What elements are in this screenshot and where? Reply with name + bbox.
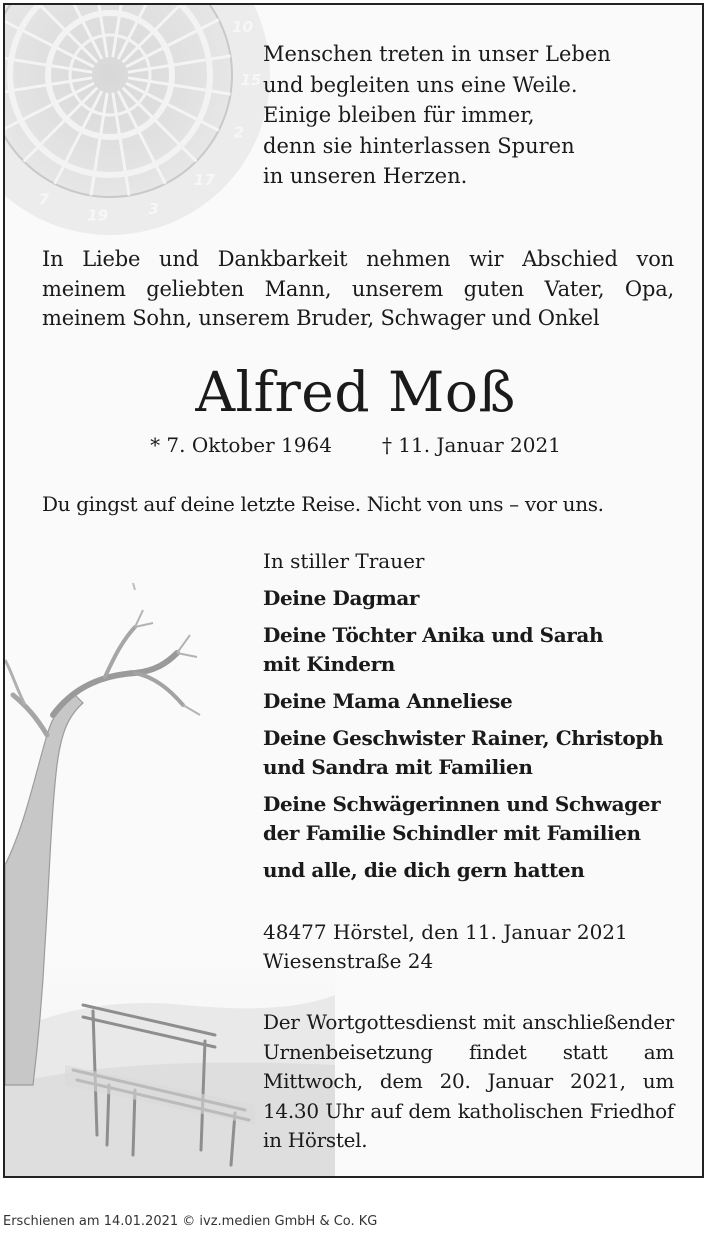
mourner-line: Deine Geschwister Rainer, Christoph: [263, 726, 664, 750]
funeral-service-info: Der Wortgottesdienst mit anschließender Urnenbeisetzung findet statt am Mittwoch, dem 20. Januar 2021, um 14.30 Uhr auf dem katholischen Friedhof in Hörstel.: [263, 1010, 674, 1152]
place-and-address: [263, 918, 628, 976]
birth-date: * 7. Oktober 1964: [150, 433, 332, 457]
motto-text: Du gingst auf deine letzte Reise. Nicht von uns – vor uns.: [42, 492, 604, 516]
mourner-line: mit Kindern: [263, 652, 395, 676]
mourner-line: und Sandra mit Familien: [263, 755, 533, 779]
mourner-group: [263, 856, 677, 885]
mourner-group: [263, 621, 677, 679]
street-line: Wiesenstraße 24: [263, 949, 434, 973]
poem-block: [263, 39, 611, 192]
dartboard-number: 15: [240, 70, 262, 89]
poem-line: Einige bleiben für immer,: [263, 103, 535, 127]
dartboard-number: 2: [233, 123, 245, 142]
obituary-card: [3, 3, 704, 1178]
place-date-line: 48477 Hörstel, den 11. Januar 2021: [263, 920, 628, 944]
mourner-group: [263, 724, 677, 782]
mourner-group: [263, 790, 677, 848]
poem-line: Menschen treten in unser Leben: [263, 42, 611, 66]
mourner-group: [263, 687, 677, 716]
mourner-line: Deine Mama Anneliese: [263, 689, 513, 713]
mourner-line: Deine Schwägerinnen und Schwager: [263, 792, 661, 816]
dartboard-number: 7: [38, 190, 50, 209]
poem-line: in unseren Herzen.: [263, 164, 468, 188]
death-date: † 11. Januar 2021: [381, 433, 561, 457]
dartboard-illustration: [3, 3, 275, 240]
poem-line: und begleiten uns eine Weile.: [263, 72, 578, 97]
publication-footer: Erschienen am 14.01.2021 © ivz.medien GmbH & Co. KG: [3, 1214, 378, 1229]
dartboard-number: 17: [193, 170, 215, 189]
mourning-opener: In stiller Trauer: [263, 549, 425, 573]
farewell-intro-text: In Liebe und Dankbarkeit nehmen wir Abschied von meinem geliebten Mann, unserem guten Vater, Opa, meinem Sohn, unserem Bruder, Schwager und Onkel: [42, 247, 674, 330]
mourner-line: der Familie Schindler mit Familien: [263, 821, 641, 845]
life-dates: [5, 430, 704, 460]
mourner-line: Deine Töchter Anika und Sarah: [263, 623, 604, 647]
dartboard-number: 10: [232, 17, 253, 36]
mourner-group: [263, 584, 677, 613]
mourner-line: und alle, die dich gern hatten: [263, 858, 585, 882]
dartboard-number: 3: [148, 200, 159, 219]
mourners-list: [263, 547, 677, 893]
poem-line: denn sie hinterlassen Spuren: [263, 133, 575, 158]
dartboard-number: 19: [87, 206, 109, 225]
deceased-name: Alfred Moß: [195, 360, 516, 424]
mourner-line: Deine Dagmar: [263, 586, 420, 610]
